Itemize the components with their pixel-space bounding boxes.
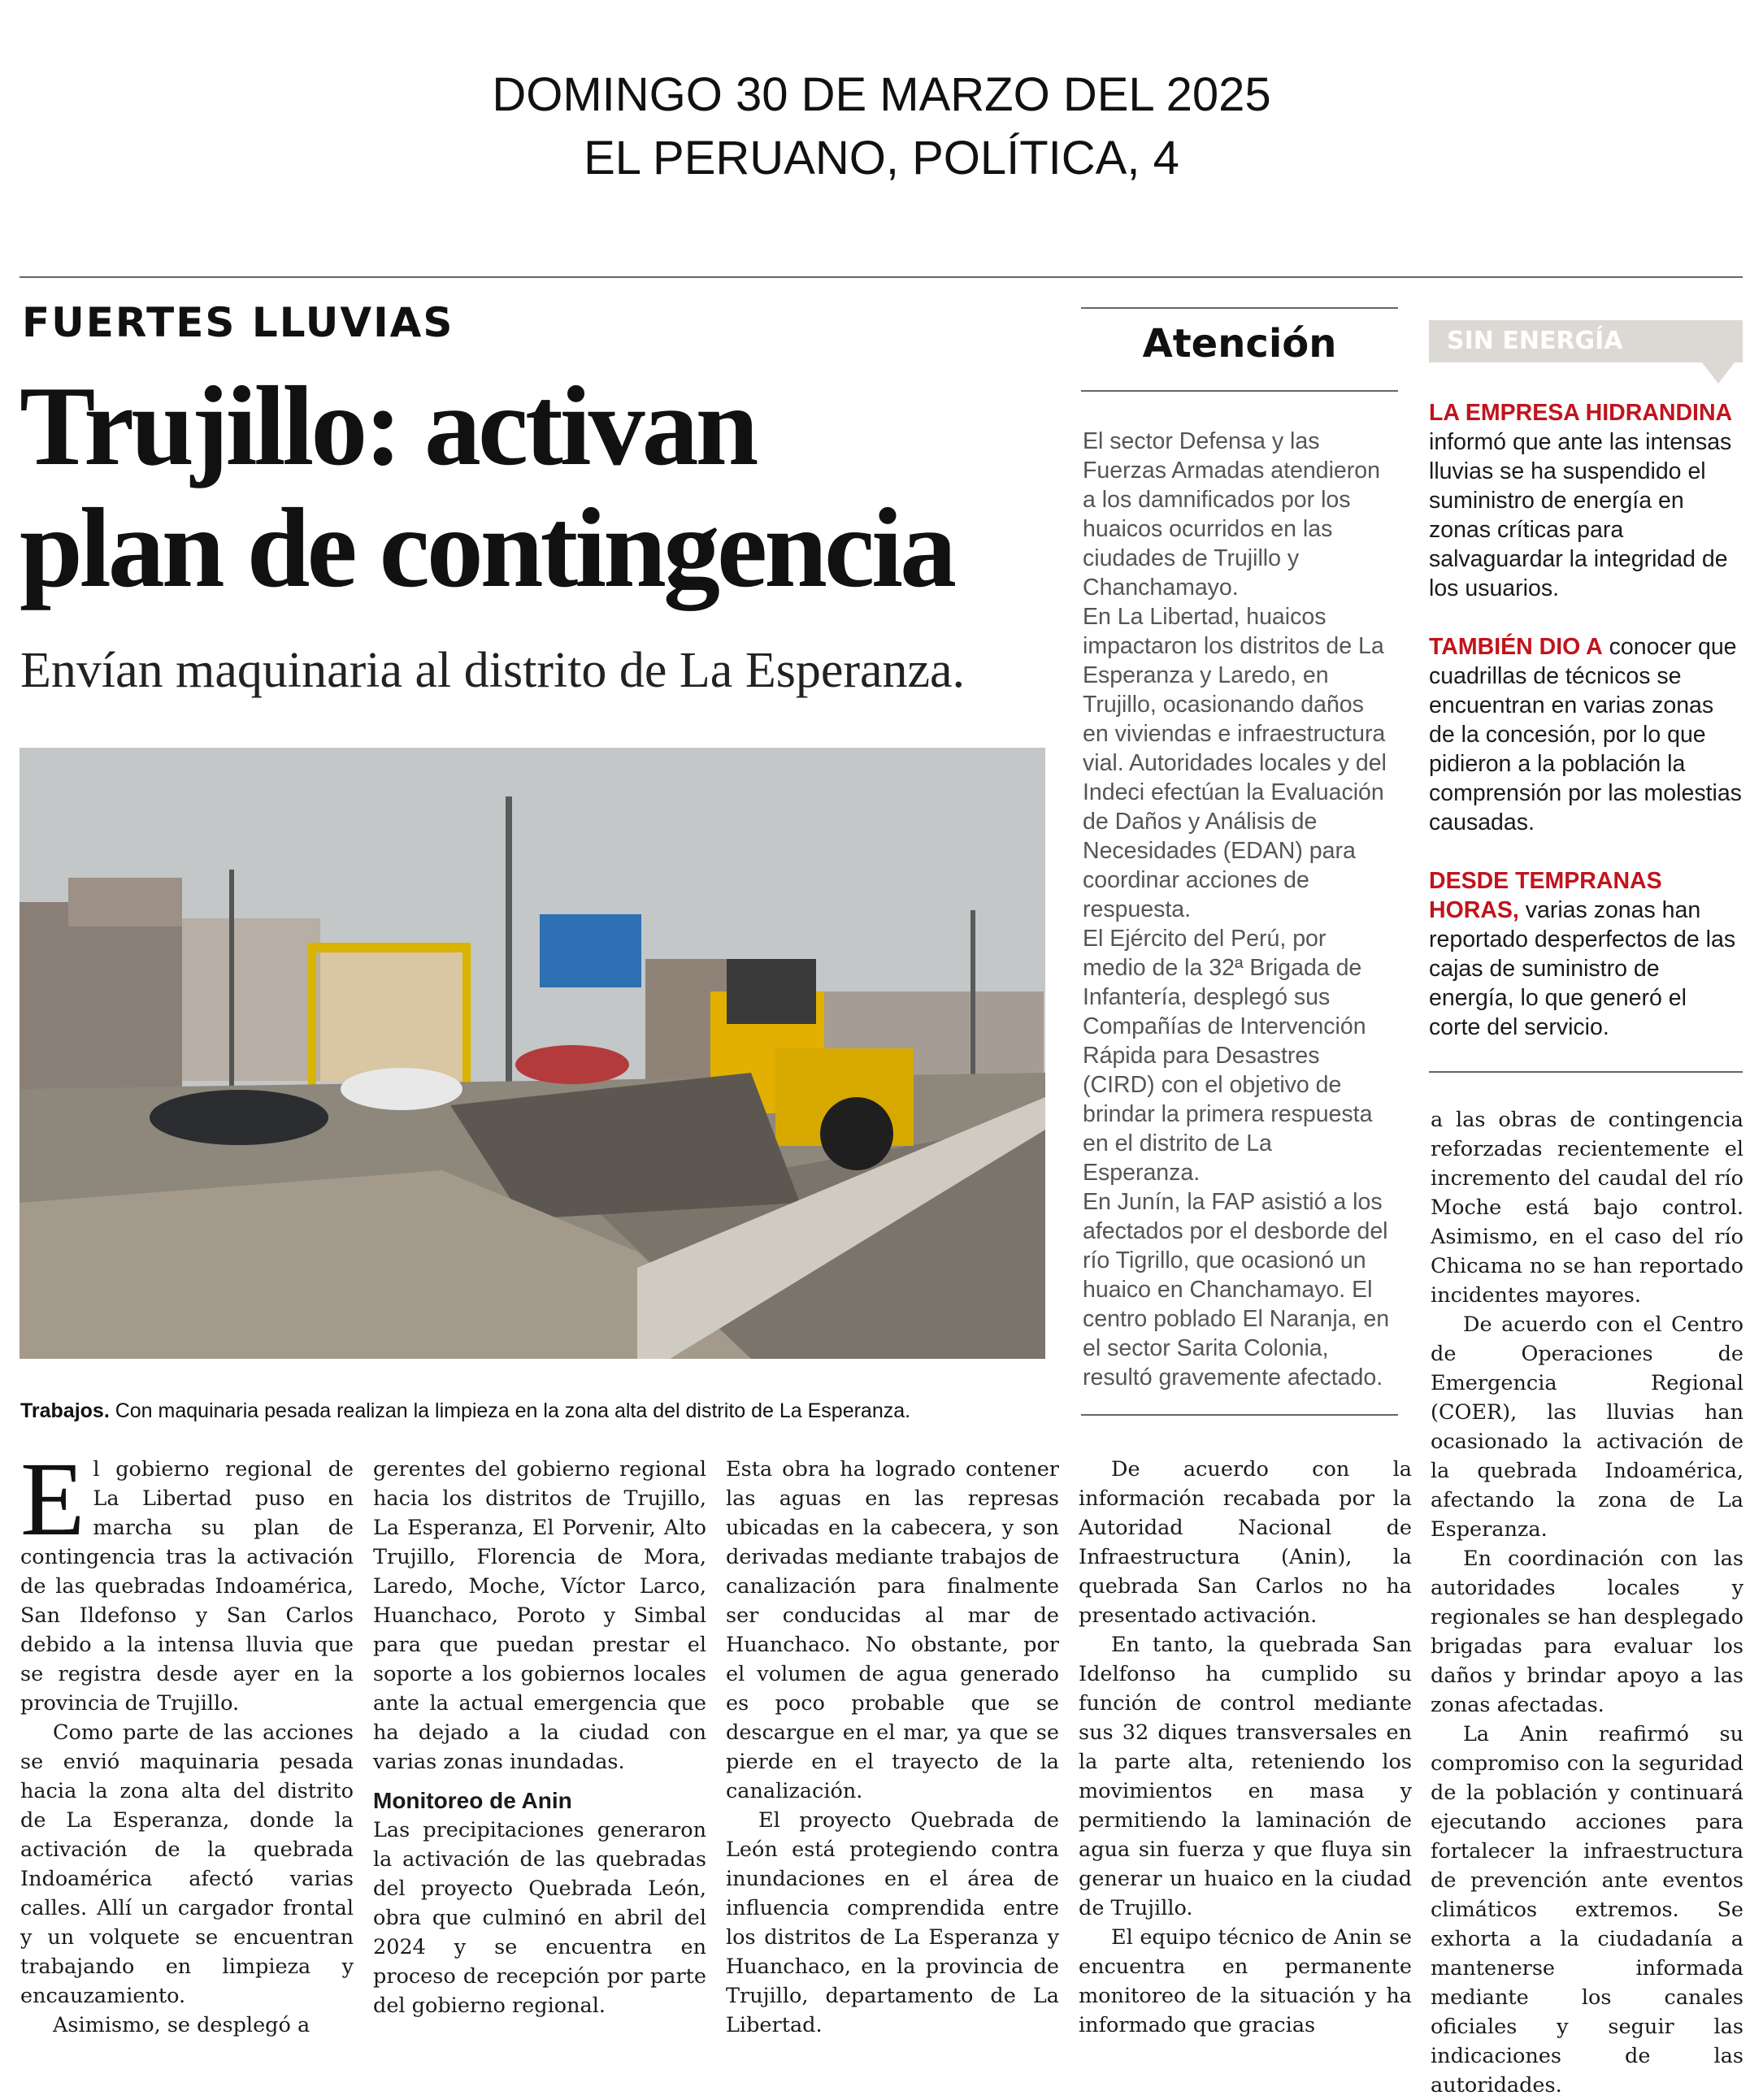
col2-paragraph-2: Las precipitaciones generaron la activación de las quebradas del proyecto Quebrada León, obra que culminó en abril del 2024 y se encuentra en proceso de recepción por parte del gobierno regional. [373,1818,706,2018]
col1-paragraph-1: l gobierno regional de La Libertad puso en marcha su plan de contingencia tras la activación de las quebradas Indoamérica, San Ildefonso y San Carlos debido a la intensa lluvia que se registra desde ayer en la provincia de Trujillo. [20,1457,354,1716]
sin-energia-lead-2: TAMBIÉN DIO A [1429,634,1603,660]
col2-paragraph-1: gerentes del gobierno regional hacia los distritos de Trujillo, La Esperanza, El Porvenir, Alto Trujillo, Florencia de Mora, Laredo, Moche, Víctor Larco, Huanchaco, Poroto y Simbal para que puedan prestar el soporte a los gobiernos locales ante la actual emergencia que ha dejado a la ciudad con varias zonas inundadas. [373,1457,706,1774]
atencion-body [1083,427,1392,1392]
sin-energia-text-1: informó que ante las intensas lluvias se ha suspendido el suministro de energía en zonas críticas para salvaguardar la integridad de los usuarios. [1429,429,1732,601]
top-rule [20,276,1743,278]
col1-paragraph-3: Asimismo, se desplegó a [53,2013,310,2037]
tab-notch [1702,362,1735,384]
body-column-3 [726,1455,1059,2040]
photo-loader-flood [20,748,1045,1359]
caption-text: Con maquinaria pesada realizan la limpieza en la zona alta del distrito de La Esperanza. [109,1399,911,1422]
col4-paragraph-2: En tanto, la quebrada San Idelfonso ha cumplido su función de control mediante sus 32 diques transversales en la parte alta, reteniendo los movimientos en masa y permitiendo la laminación de agua sin fuerza y que fluya sin generar un huaico en la ciudad de Trujillo. [1079,1633,1412,1920]
body-column-1 [20,1441,354,2040]
atencion-title: Atención [1142,321,1337,367]
drop-cap: E [20,1441,85,1558]
col4-paragraph-3: El equipo técnico de Anin se encuentra en permanente monitoreo de la situación y ha informado que gracias [1079,1925,1412,2037]
sin-energia-item-3 [1429,866,1742,1042]
atencion-bottom-rule [1081,1414,1398,1416]
col5-paragraph-1: a las obras de contingencia reforzadas recientemente el incremento del caudal del río Moche está bajo control. Asimismo, en el caso del río Chicama no se han reportado incidentes mayores. [1431,1108,1743,1308]
headline-line1: Trujillo: activan [20,363,756,489]
sin-energia-lead-3: DESDE TEMPRANAS HORAS, [1429,868,1662,923]
edition-date: DOMINGO 30 DE MARZO DEL 2025 [492,68,1271,121]
col3-paragraph-1: Esta obra ha logrado contener las aguas en las represas ubicadas en la cabecera, y son derivadas mediante trabajos de canalización para finalmente ser conducidas al mar de Huanchaco. No obstante, por el volumen de agua generado es poco probable que se descargue en el mar, ya que se pierde en el trayecto de la canalización. [726,1457,1059,1803]
kicker: FUERTES LLUVIAS [22,299,454,346]
atencion-title-rule [1081,390,1398,392]
subhead-monitoreo: Monitoreo de Anin [373,1788,572,1813]
caption-lead: Trabajos. [20,1399,110,1422]
col4-paragraph-1: De acuerdo con la información recabada por la Autoridad Nacional de Infraestructura (Anin), la quebrada San Carlos no ha presentado activación. [1079,1457,1412,1628]
sin-energia-item-1 [1429,398,1742,603]
headline [20,363,1068,611]
col3-paragraph-2: El proyecto Quebrada de León está protegiendo contra inundaciones en el área de influencia comprendida entre los distritos de La Esperanza y Huanchaco, en la provincia de Trujillo, departamento de La Libertad. [726,1808,1059,2037]
atencion-paragraph-3: El Ejército del Perú, por medio de la 32ª Brigada de Infantería, desplegó sus Compañías de Intervención Rápida para Desastres (CIRD) con el objetivo de brindar la primera respuesta en el distrito de La Esperanza. [1083,926,1373,1186]
photo-caption [20,1399,1069,1423]
sin-energia-lead-1: LA EMPRESA HIDRANDINA [1429,400,1733,426]
col5-paragraph-3: En coordinación con las autoridades locales y regionales se han desplegado brigadas para evaluar los daños y brindar apoyo a las zonas afectadas. [1431,1547,1743,1717]
headline-line2: plan de contingencia [20,485,954,611]
atencion-paragraph-1: El sector Defensa y las Fuerzas Armadas atendieron a los damnificados por los huaicos ocurridos en las ciudades de Trujillo y Chanchamayo. [1083,428,1380,601]
sin-energia-body [1429,398,1742,1071]
sin-energia-text-2: conocer que cuadrillas de técnicos se encuentran en varias zonas de la concesión, por lo que pidieron a la población la comprensión por las molestias causadas. [1429,634,1742,835]
body-column-5 [1431,1105,1743,2100]
sin-energia-item-2 [1429,632,1742,837]
sin-energia-text-3: varias zonas han reportado desperfectos de las cajas de suministro de energía, lo que generó el corte del servicio. [1429,897,1736,1040]
col5-paragraph-2: De acuerdo con el Centro de Operaciones de Emergencia Regional (COER), las lluvias han ocasionado la activación de la quebrada Indoamérica, afectando la zona de La Esperanza. [1431,1312,1743,1542]
deck: Envían maquinaria al distrito de La Esperanza. [20,643,966,698]
atencion-paragraph-4: En Junín, la FAP asistió a los afectados por el desborde del río Tigrillo, que ocasionó un huaico en Chanchamayo. El centro poblado El Naranja, en el sector Sarita Colonia, resultó gravemente afectado. [1083,1189,1390,1391]
edition-section: EL PERUANO, POLÍTICA, 4 [584,132,1179,184]
body-column-4 [1079,1455,1412,2040]
col5-paragraph-4: La Anin reafirmó su compromiso con la seguridad de la población y continuará ejecutando acciones para fortalecer la infraestructura de prevención ante eventos climáticos extremos. Se exhorta a la ciudadanía a mantenerse informada mediante los canales oficiales y seguir las indicaciones de las autoridades. [1431,1722,1743,2098]
atencion-top-rule [1081,307,1398,309]
body-column-2 [373,1455,706,2020]
sin-energia-bottom-rule [1429,1071,1743,1073]
col1-paragraph-2: Como parte de las acciones se envió maquinaria pesada hacia la zona alta del distrito de La Esperanza, donde la activación de la quebrada Indoamérica afectó varias calles. Allí un cargador frontal y un volquete se encuentran trabajando en limpieza y encauzamiento. [20,1720,354,2008]
photo-illustration [20,748,1045,1359]
atencion-paragraph-2: En La Libertad, huaicos impactaron los distritos de La Esperanza y Laredo, en Trujillo, ocasionando daños en viviendas e infraestructura vial. Autoridades locales y del Indeci efectúan la Evaluación de Daños y Análisis de Necesidades (EDAN) para coordinar acciones de respuesta. [1083,604,1387,922]
sin-energia-tab: SIN ENERGÍA [1429,320,1743,362]
